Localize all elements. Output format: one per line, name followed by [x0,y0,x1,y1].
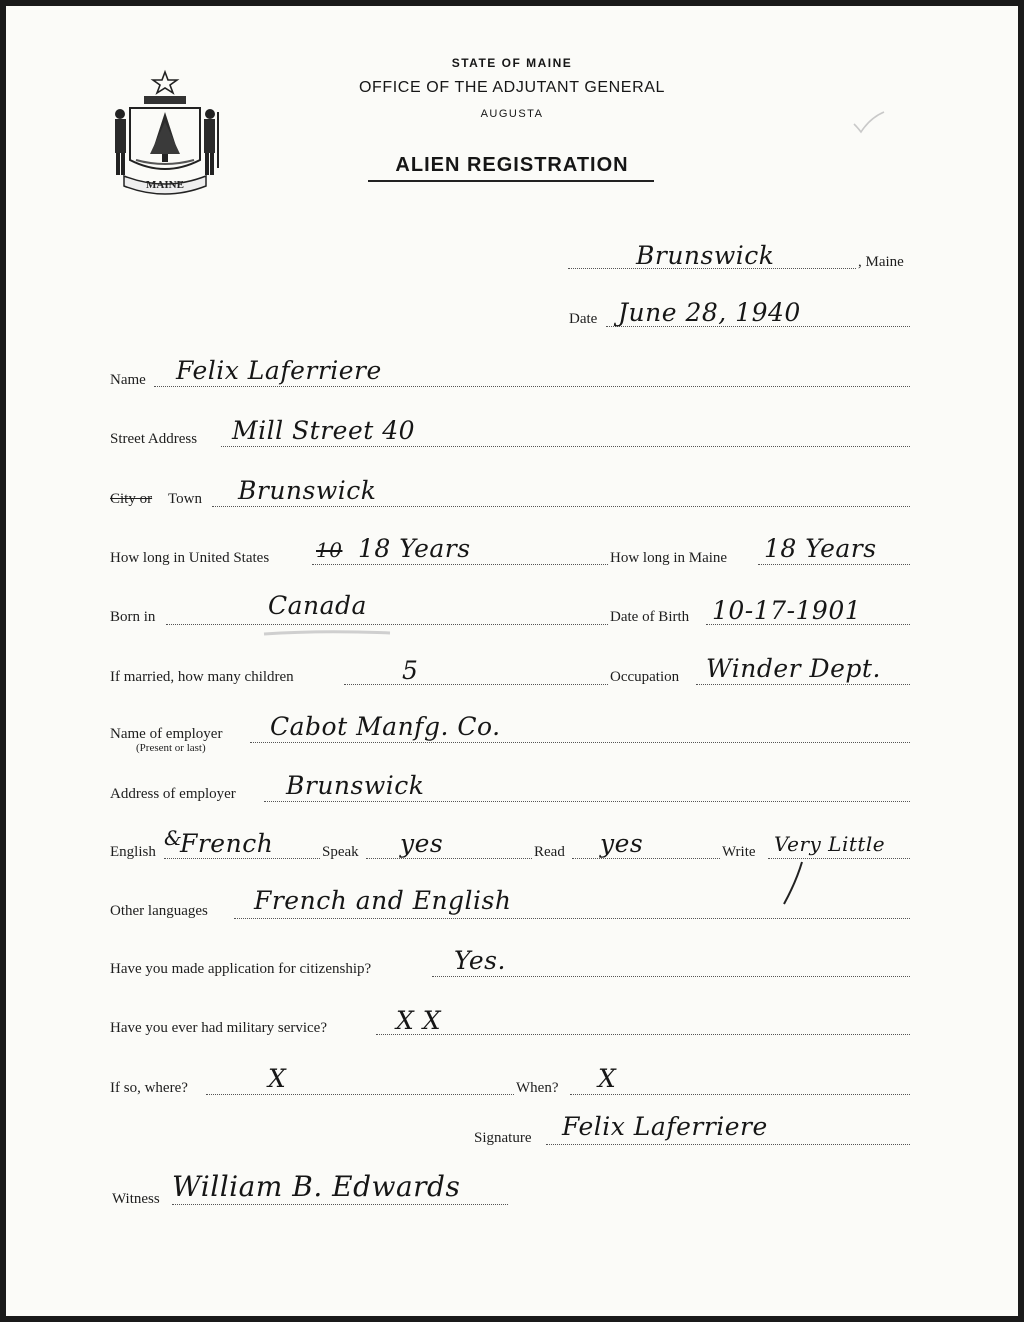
witness-value: William B. Edwards [172,1170,461,1203]
where-label: If so, where? [110,1080,188,1096]
street-value: Mill Street 40 [232,416,416,445]
born-in-underline [262,628,392,638]
write-stroke [776,858,806,908]
in-maine-value: 18 Years [764,534,877,563]
check-mark-icon [852,110,886,134]
title-underline [368,180,654,182]
signature-value: Felix Laferriere [562,1112,768,1141]
employer-line [250,742,910,743]
other-languages-line [234,918,910,919]
citizenship-line [432,976,910,977]
english-prefix: & [164,826,183,850]
in-us-struck-value: 10 [316,538,343,562]
military-value: X X [396,1006,442,1035]
speak-value: yes [400,829,444,858]
name-value: Felix Laferriere [176,356,382,385]
form-title: ALIEN REGISTRATION [395,154,629,176]
occupation-line [696,684,910,685]
office-heading: OFFICE OF THE ADJUTANT GENERAL [358,79,666,96]
military-label: Have you ever had military service? [110,1020,327,1036]
write-label: Write [722,844,756,860]
employer-sublabel: (Present or last) [136,742,206,754]
date-value: June 28, 1940 [618,298,801,327]
place-suffix: , Maine [858,254,904,270]
dob-value: 10-17-1901 [712,596,862,625]
citizenship-value: Yes. [454,946,506,975]
read-label: Read [534,844,565,860]
read-value: yes [600,829,644,858]
born-in-label: Born in [110,609,156,625]
english-value: French [180,829,274,858]
street-label: Street Address [110,431,198,447]
street-line [221,446,910,447]
svg-text:MAINE: MAINE [146,179,184,191]
state-heading: STATE OF MAINE [451,56,573,70]
occupation-value: Winder Dept. [706,654,881,683]
when-label: When? [516,1080,559,1096]
in-us-line [312,564,608,565]
registration-form [6,6,1018,1316]
in-us-value: 18 Years [358,534,471,563]
employer-label: Name of employer [110,726,223,742]
born-in-value: Canada [268,591,367,620]
signature-label: Signature [474,1130,532,1146]
children-value: 5 [402,656,419,685]
name-label: Name [110,372,146,388]
citizenship-label: Have you made application for citizenship? [110,961,372,977]
town-label: Town [168,491,202,507]
where-line [206,1094,514,1095]
name-line [154,386,910,387]
children-line [344,684,608,685]
when-line [570,1094,910,1095]
children-label: If married, how many children [110,669,294,685]
english-label: English [110,844,156,860]
town-line [212,506,910,507]
date-label: Date [569,311,598,327]
write-value: Very Little [774,832,886,856]
speak-line [366,858,532,859]
where-value: X [268,1064,287,1093]
in-us-label: How long in United States [110,550,270,566]
employer-value: Cabot Manfg. Co. [270,712,501,741]
city-struck-label: City or [110,491,153,507]
employer-address-line [264,801,910,802]
witness-line [172,1204,508,1205]
born-in-line [166,624,608,625]
witness-label: Witness [112,1191,160,1207]
place-value: Brunswick [636,241,775,270]
other-languages-label: Other languages [110,903,208,919]
employer-address-value: Brunswick [286,771,425,800]
town-value: Brunswick [238,476,377,505]
occupation-label: Occupation [610,669,680,685]
city-heading: AUGUSTA [480,108,544,120]
dob-label: Date of Birth [610,609,690,625]
military-line [376,1034,910,1035]
when-value: X [598,1064,617,1093]
in-maine-label: How long in Maine [610,550,728,566]
employer-address-label: Address of employer [110,786,236,802]
speak-label: Speak [322,844,359,860]
english-line [164,858,320,859]
read-line [572,858,720,859]
other-languages-value: French and English [254,886,512,915]
in-maine-line [758,564,910,565]
signature-line [546,1144,910,1145]
